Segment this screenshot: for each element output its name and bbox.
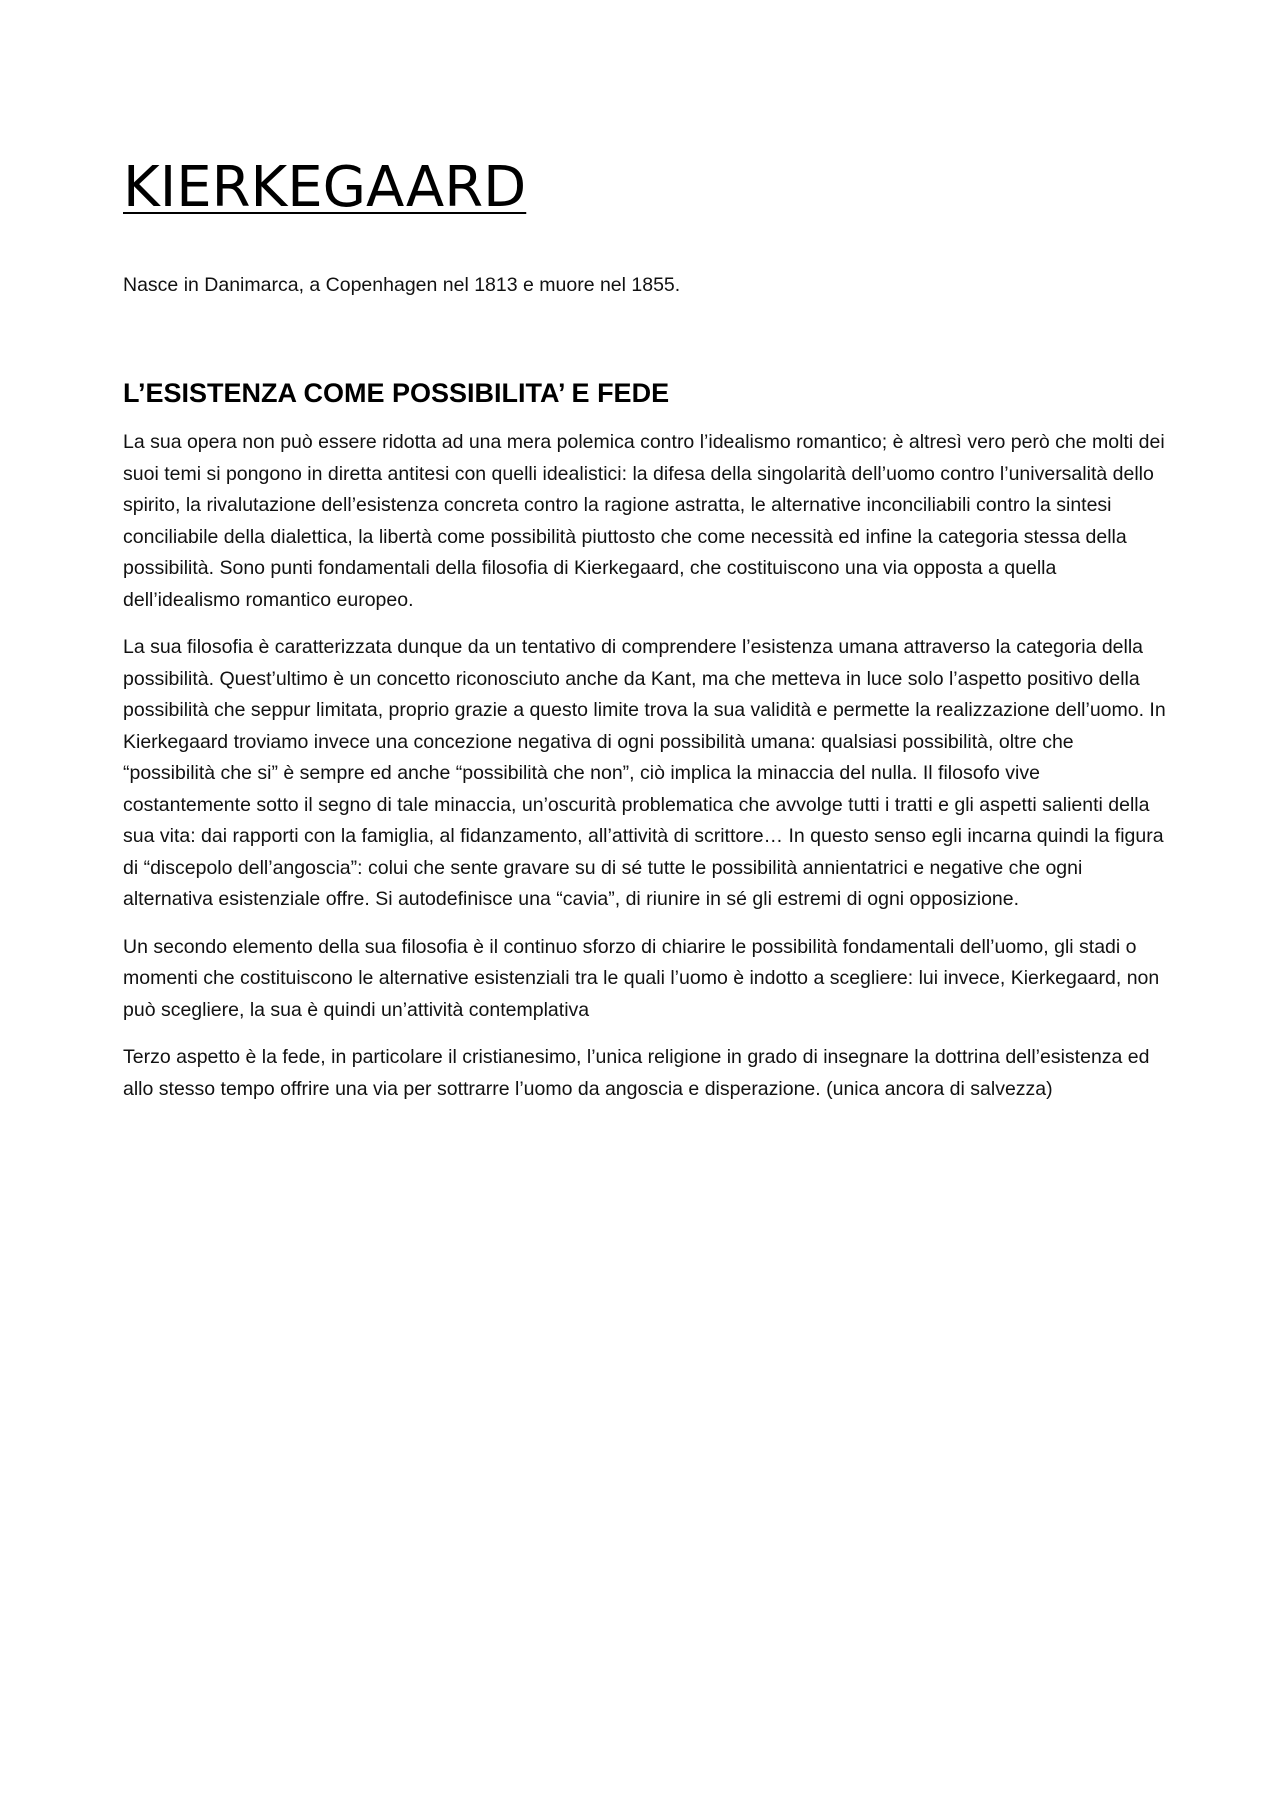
body-paragraph-2: La sua filosofia è caratterizzata dunque da un tentativo di comprendere l’esistenza umana attraverso la categoria della possibilità. Quest’ultimo è un concetto riconosciuto anche da Kant, ma che metteva in luce solo l’aspetto positivo della possibilità che seppur limitata, proprio grazie a questo limite trova la sua validità e permette la realizzazione dell’uomo. In Kierkegaard troviamo invece una concezione negativa di ogni possibilità umana: qualsiasi possibilità, oltre che “possibilità che si” è sempre ed anche “possibilità che non”, ciò implica la minaccia del nulla. Il filosofo vive costantemente sotto il segno di tale minaccia, un’oscurità problematica che avvolge tutti i tratti e gli aspetti salienti della sua vita: dai rapporti con la famiglia, al fidanzamento, all’attività di scrittore… In questo senso egli incarna quindi la figura di “discepolo dell’angoscia”: colui che sente gravare su di sé tutte le possibilità annientatrici e negative che ogni alternativa esistenziale offre. Si autodefinisce una “cavia”, di riunire in sé gli estremi di ogni opposizione.	[123, 636, 1166, 910]
section-heading: L’ESISTENZA COME POSSIBILITA’ E FEDE	[123, 378, 670, 408]
body-paragraph-3: Un secondo elemento della sua filosofia è il continuo sforzo di chiarire le possibilità fondamentali dell’uomo, gli stadi o momenti che costituiscono le alternative esistenziali tra le quali l’uomo è indotto a scegliere: lui invece, Kierkegaard, non può scegliere, la sua è quindi un’attività contemplativa	[123, 935, 1160, 1021]
document-title: KIERKEGAARD	[123, 155, 527, 220]
document-page	[123, 150, 1168, 1105]
intro-paragraph: Nasce in Danimarca, a Copenhagen nel 1813 e muore nel 1855.	[123, 274, 681, 296]
body-paragraph-1: La sua opera non può essere ridotta ad una mera polemica contro l’idealismo romantico; è altresì vero però che molti dei suoi temi si pongono in diretta antitesi con quelli idealistici: la difesa della singolarità dell’uomo contro l’universalità dello spirito, la rivalutazione dell’esistenza concreta contro la ragione astratta, le alternative inconciliabili contro la sintesi conciliabile della dialettica, la libertà come possibilità piuttosto che come necessità ed infine la categoria stessa della possibilità. Sono punti fondamentali della filosofia di Kierkegaard, che costituiscono una via opposta a quella dell’idealismo romantico europeo.	[123, 431, 1165, 611]
body-paragraph-4: Terzo aspetto è la fede, in particolare il cristianesimo, l’unica religione in grado di insegnare la dottrina dell’esistenza ed allo stesso tempo offrire una via per sottrarre l’uomo da angoscia e disperazione. (unica ancora di salvezza)	[123, 1046, 1150, 1100]
